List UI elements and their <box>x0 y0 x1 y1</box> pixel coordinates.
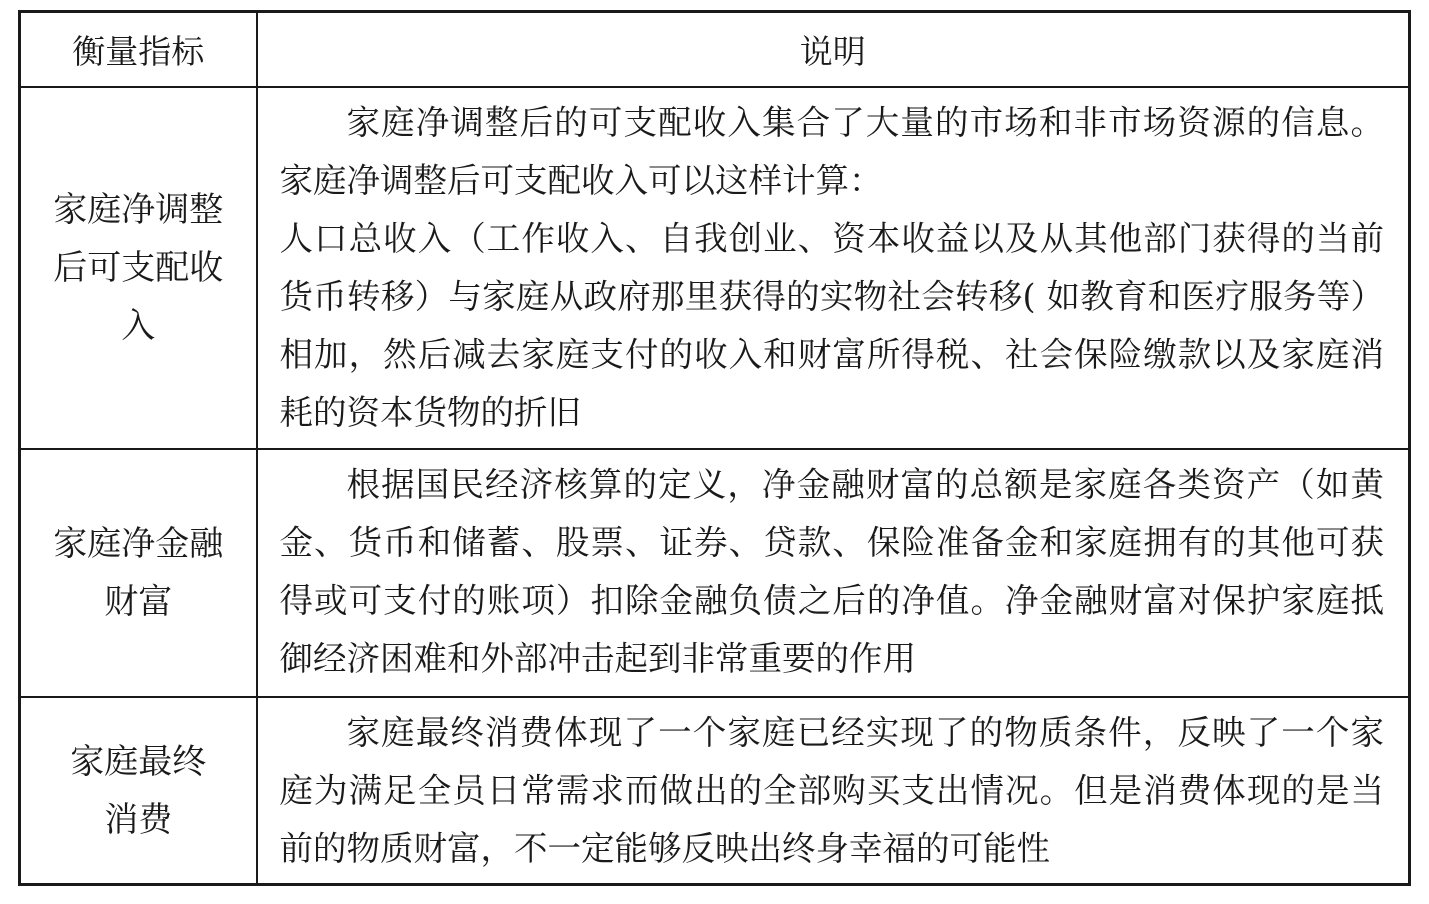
metric-description <box>257 449 1410 697</box>
description-paragraph: 家庭最终消费体现了一个家庭已经实现了的物质条件，反映了一个家庭为满足全员日常需求而做出的全部购买支出情况。但是消费体现的是当前的物质财富，不一定能够反映出终身幸福的可能性 <box>279 713 1384 869</box>
header-description: 说明 <box>257 12 1410 87</box>
indicator-table <box>18 10 1411 886</box>
metric-name-text: 家庭净调整后可支配收入 <box>53 189 224 346</box>
table-header-row <box>20 12 1410 87</box>
metric-description <box>257 87 1410 450</box>
metric-name-text: 家庭净金融财富 <box>53 524 224 623</box>
metric-name <box>20 449 257 697</box>
metric-name <box>20 697 257 884</box>
table-row <box>20 697 1410 884</box>
table-row <box>20 87 1410 450</box>
metric-name <box>20 87 257 450</box>
description-paragraph: 家庭净调整后的可支配收入集合了大量的市场和非市场资源的信息。家庭净调整后可支配收入可以这样计算： <box>279 102 1384 200</box>
table-row <box>20 449 1410 697</box>
metric-description <box>257 697 1410 884</box>
description-paragraph: 人口总收入（工作收入、自我创业、资本收益以及从其他部门获得的当前货币转移）与家庭从政府那里获得的实物社会转移( 如教育和医疗服务等） 相加，然后减去家庭支付的收入和财富所得税、社会保险缴款以及家庭消耗的资本货物的折旧 <box>279 218 1384 432</box>
header-metric: 衡量指标 <box>20 12 257 87</box>
description-paragraph: 根据国民经济核算的定义，净金融财富的总额是家庭各类资产（如黄金、货币和储蓄、股票、证券、贷款、保险准备金和家庭拥有的其他可获得或可支付的账项）扣除金融负债之后的净值。净金融财富对保护家庭抵御经济困难和外部冲击起到非常重要的作用 <box>279 465 1384 679</box>
metric-name-text: 家庭最终消费 <box>70 741 207 840</box>
